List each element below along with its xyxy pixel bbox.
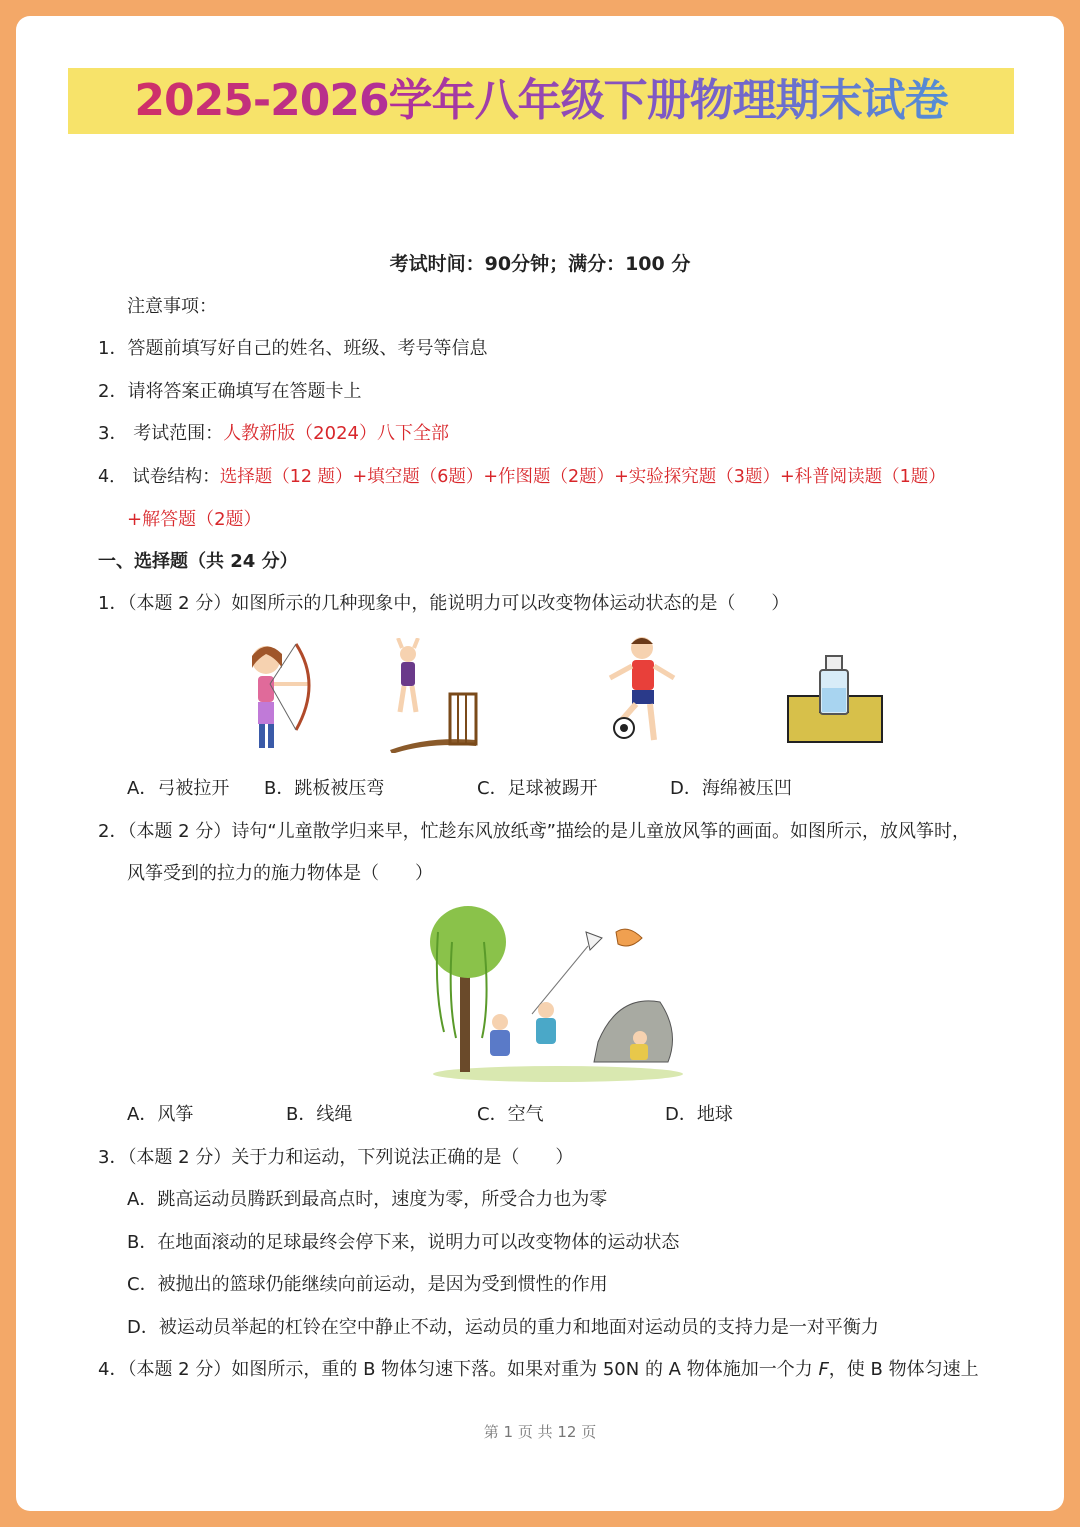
q3-option-c[interactable]: C．被抛出的篮球仍能继续向前运动，是因为受到惯性的作用 — [127, 1274, 608, 1295]
q1-option-c[interactable]: C．足球被踢开 — [477, 778, 598, 799]
q4-force-symbol: F — [818, 1359, 829, 1380]
notice-label: 试卷结构： — [132, 467, 220, 487]
soccer-kick-image — [596, 634, 686, 752]
notice-item-1 — [98, 337, 487, 361]
question-4-stem — [98, 1358, 979, 1382]
q2-option-b[interactable]: B．线绳 — [286, 1104, 353, 1125]
page-footer: 第 1 页 共 12 页 — [483, 1423, 597, 1441]
diving-board-image — [388, 638, 478, 753]
q1-option-d[interactable]: D．海绵被压凹 — [670, 778, 792, 799]
section-heading: 一、选择题（共 24 分） — [98, 551, 298, 572]
notice-item-4 — [98, 465, 946, 489]
q2-option-d[interactable]: D．地球 — [665, 1104, 733, 1125]
q4-text-cont: ，使 B 物体匀速上 — [828, 1359, 979, 1380]
exam-scope: 人教新版（2024）八下全部 — [223, 423, 449, 444]
notice-item-3 — [98, 422, 449, 446]
q3-option-b[interactable]: B．在地面滚动的足球最终会停下来，说明力可以改变物体的运动状态 — [127, 1232, 680, 1253]
notice-num: 1． — [98, 338, 128, 359]
paper-structure-cont: +解答题（2题） — [127, 509, 262, 530]
exam-info: 考试时间：90分钟；满分：100 分 — [389, 253, 691, 275]
question-2-stem-cont: 风筝受到的拉力的施力物体是（ ） — [127, 863, 433, 884]
notice-num: 4． — [98, 467, 127, 487]
q2-option-c[interactable]: C．空气 — [477, 1104, 544, 1125]
notice-text: 答题前填写好自己的姓名、班级、考号等信息 — [127, 338, 488, 359]
notice-num: 3． — [98, 423, 128, 444]
q3-option-d[interactable]: D．被运动员举起的杠铃在空中静止不动，运动员的重力和地面对运动员的支持力是一对平衡力 — [127, 1317, 879, 1338]
sponge-bottle-image — [786, 652, 886, 746]
paper-structure: 选择题（12 题）+填空题（6题）+作图题（2题）+实验探究题（3题）+科普阅读题（1题） — [219, 467, 946, 487]
notice-item-2 — [98, 380, 361, 404]
exam-title: 2025-2026学年八年级下册物理期末试卷 — [68, 68, 1014, 134]
q4-text: 4．（本题 2 分）如图所示，重的 B 物体匀速下落。如果对重为 50N 的 A 物体施加一个力 — [98, 1359, 819, 1380]
q1-option-a[interactable]: A．弓被拉开 — [127, 778, 230, 799]
question-3-stem: 3．（本题 2 分）关于力和运动，下列说法正确的是（ ） — [98, 1147, 574, 1168]
q2-option-a[interactable]: A．风筝 — [127, 1104, 194, 1125]
q3-option-a[interactable]: A．跳高运动员腾跃到最高点时，速度为零，所受合力也为零 — [127, 1189, 608, 1210]
question-1-stem: 1．（本题 2 分）如图所示的几种现象中，能说明力可以改变物体运动状态的是（ ） — [98, 593, 790, 614]
notice-text: 请将答案正确填写在答题卡上 — [127, 381, 362, 402]
question-2-stem: 2．（本题 2 分）诗句“儿童散学归来早，忙趁东风放纸鸢”描绘的是儿童放风筝的画面。如图所示，放风筝时， — [98, 821, 970, 842]
archer-girl-image — [230, 638, 320, 753]
notice-num: 2． — [98, 381, 128, 402]
notice-label: 考试范围： — [133, 423, 224, 444]
notice-heading: 注意事项： — [127, 296, 217, 317]
kite-flying-image — [428, 902, 688, 1082]
q1-option-b[interactable]: B．跳板被压弯 — [264, 778, 385, 799]
